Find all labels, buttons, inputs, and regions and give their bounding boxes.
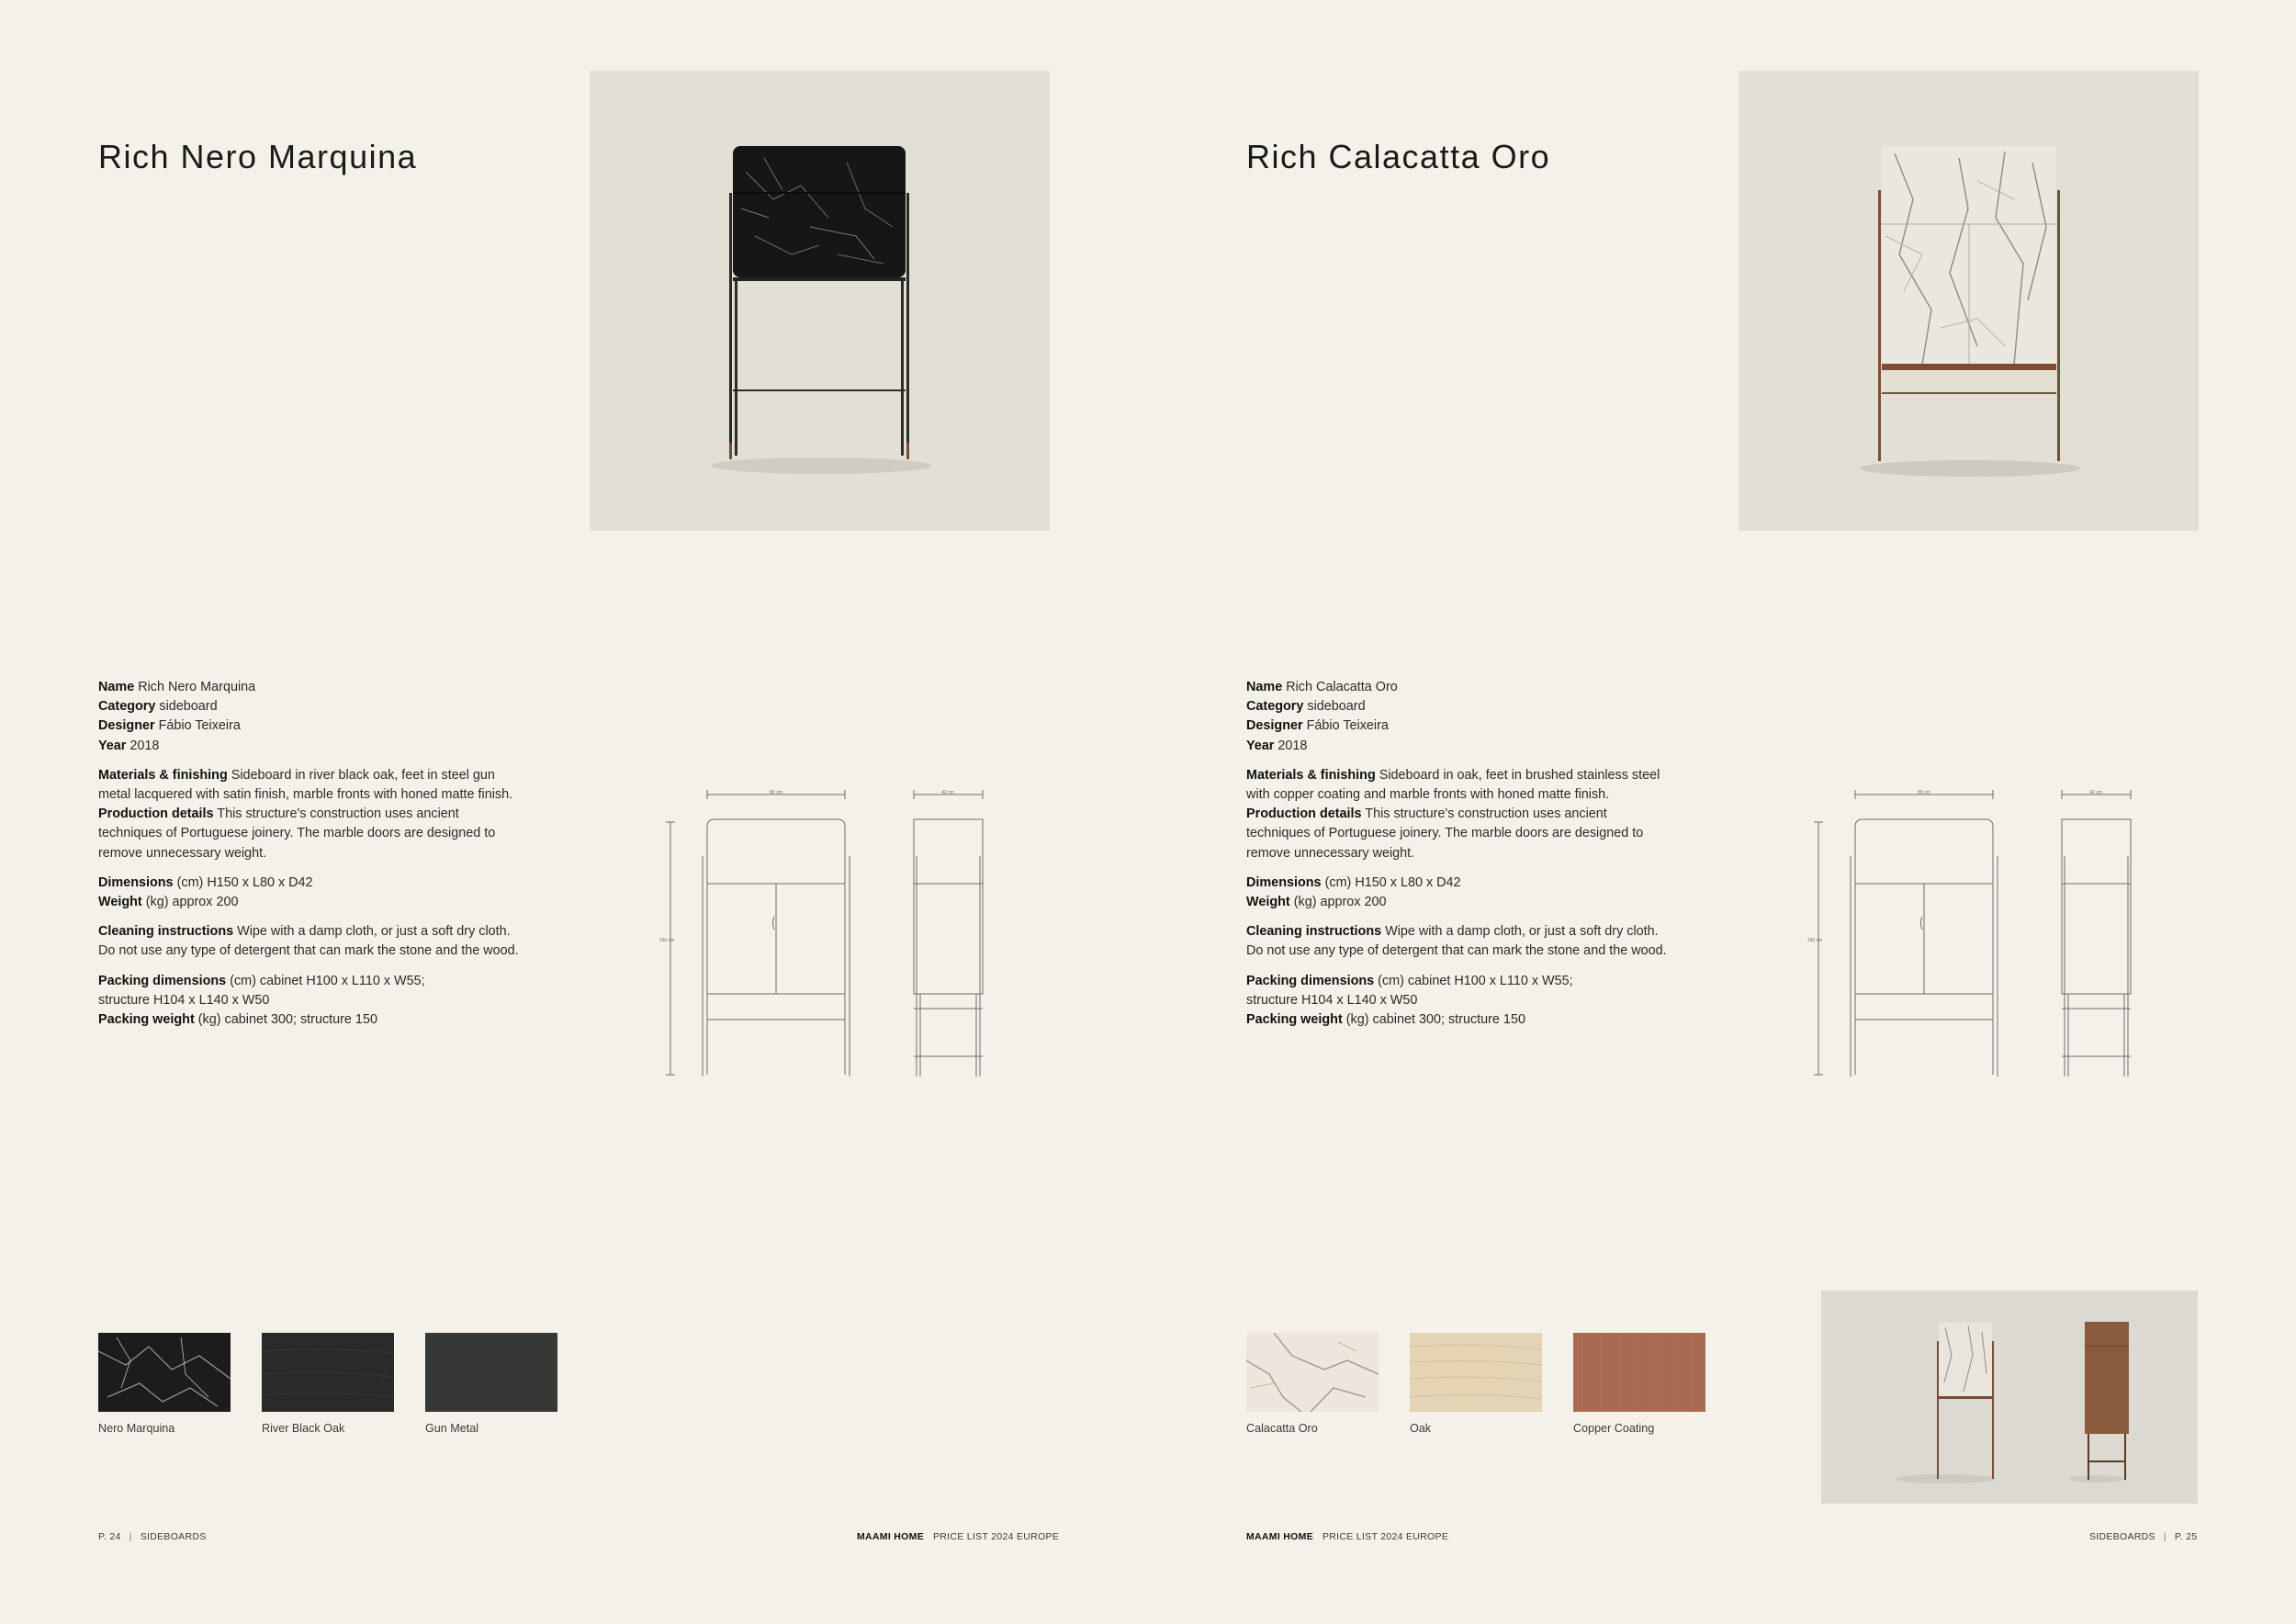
spec-label: Dimensions bbox=[98, 874, 174, 890]
spec-weight: (kg) approx 200 bbox=[1293, 895, 1387, 910]
footer-left: P. 24 | SIDEBOARDS bbox=[98, 1531, 207, 1542]
dimension-height: 150 cm bbox=[658, 938, 675, 943]
spec-label: Weight bbox=[1246, 895, 1290, 910]
product-title: Rich Calacatta Oro bbox=[1246, 138, 1551, 175]
product-photo-nero-marquina bbox=[590, 71, 1050, 531]
spec-packing-dimensions-2: structure H104 x L140 x W50 bbox=[98, 992, 270, 1008]
spec-packing-weight: (kg) cabinet 300; structure 150 bbox=[197, 1012, 377, 1028]
spec-production: This structure's construction uses ancient techniques of Portuguese joinery. The marble doors are designed to remove unnecessary weight. bbox=[98, 806, 496, 861]
spec-name: Rich Nero Marquina bbox=[138, 680, 256, 694]
technical-drawing-svg bbox=[1800, 781, 2167, 1084]
specifications bbox=[1246, 678, 1669, 1040]
spec-designer: Fábio Teixeira bbox=[158, 718, 241, 734]
spec-label: Packing dimensions bbox=[1246, 973, 1375, 988]
footer-center-left bbox=[857, 1531, 1059, 1542]
spec-cleaning: Wipe with a damp cloth, or just a soft dry cloth. Do not use any type of detergent that can mark the stone and the wood. bbox=[98, 924, 519, 959]
section-name: SIDEBOARDS bbox=[140, 1531, 207, 1542]
spec-label: Cleaning instructions bbox=[1246, 924, 1382, 940]
technical-drawing bbox=[652, 781, 1019, 1084]
swatch-label: Gun Metal bbox=[425, 1422, 479, 1435]
spec-label: Year bbox=[1246, 738, 1275, 753]
spec-label: Cleaning instructions bbox=[98, 924, 234, 940]
spec-label: Category bbox=[1246, 699, 1304, 715]
river-black-oak-texture bbox=[262, 1333, 394, 1412]
sideboard-white-marble-image bbox=[1739, 71, 2199, 531]
spec-label: Year bbox=[98, 738, 127, 753]
spec-production: This structure's construction uses ancient techniques of Portuguese joinery. The marble doors are designed to remove unnecessary weight. bbox=[1246, 806, 1644, 861]
product-title: Rich Nero Marquina bbox=[98, 138, 418, 175]
swatch-nero-marquina bbox=[98, 1333, 231, 1412]
spec-label: Materials & finishing bbox=[98, 767, 228, 783]
spec-label: Packing weight bbox=[1246, 1012, 1343, 1028]
spec-cleaning: Wipe with a damp cloth, or just a soft dry cloth. Do not use any type of detergent that can mark the stone and the wood. bbox=[1246, 924, 1667, 959]
spec-dimensions: (cm) H150 x L80 x D42 bbox=[176, 874, 313, 890]
gun-metal-texture bbox=[425, 1333, 557, 1412]
spec-label: Production details bbox=[98, 806, 214, 822]
section-name: SIDEBOARDS bbox=[2089, 1531, 2155, 1542]
brand-name: MAAMI HOME bbox=[857, 1531, 924, 1542]
brand-name: MAAMI HOME bbox=[1246, 1531, 1313, 1542]
dimension-height: 150 cm bbox=[1806, 938, 1823, 943]
dimension-width: 80 cm bbox=[770, 790, 782, 795]
page-number: P. 25 bbox=[2174, 1531, 2198, 1542]
sideboards-pair-image bbox=[1821, 1291, 2198, 1504]
spec-label: Name bbox=[98, 680, 135, 694]
spec-category: sideboard bbox=[1307, 699, 1366, 715]
spec-label: Weight bbox=[98, 895, 142, 910]
spec-designer: Fábio Teixeira bbox=[1306, 718, 1389, 734]
spec-label: Materials & finishing bbox=[1246, 767, 1376, 783]
spec-label: Category bbox=[98, 699, 156, 715]
spec-packing-dimensions: (cm) cabinet H100 x L110 x W55; bbox=[1378, 973, 1573, 988]
spec-year: 2018 bbox=[1277, 738, 1308, 753]
product-photo-calacatta-oro bbox=[1739, 71, 2199, 531]
swatch-label: Nero Marquina bbox=[98, 1422, 175, 1435]
technical-drawing bbox=[1800, 781, 2167, 1084]
dimension-width: 80 cm bbox=[1918, 790, 1930, 795]
price-list-label: PRICE LIST 2024 EUROPE bbox=[933, 1531, 1060, 1542]
oak-texture bbox=[1410, 1333, 1542, 1412]
sideboard-black-marble-image bbox=[590, 71, 1050, 531]
footer-center-right bbox=[1246, 1531, 1448, 1542]
spec-label: Packing dimensions bbox=[98, 973, 227, 988]
spec-materials: Sideboard in river black oak, feet in steel gun metal lacquered with satin finish, marble fronts with honed matte finish. bbox=[98, 767, 513, 803]
swatch-oak bbox=[1410, 1333, 1542, 1412]
technical-drawing-svg bbox=[652, 781, 1019, 1084]
spec-label: Dimensions bbox=[1246, 874, 1322, 890]
spec-dimensions: (cm) H150 x L80 x D42 bbox=[1324, 874, 1461, 890]
dimension-depth: 42 cm bbox=[941, 790, 954, 795]
swatch-copper-coating bbox=[1573, 1333, 1705, 1412]
swatch-label: Oak bbox=[1410, 1422, 1432, 1435]
swatch-gun-metal bbox=[425, 1333, 557, 1412]
spec-year: 2018 bbox=[129, 738, 160, 753]
spec-packing-dimensions-2: structure H104 x L140 x W50 bbox=[1246, 992, 1418, 1008]
nero-marquina-texture bbox=[98, 1333, 231, 1412]
page-number: P. 24 bbox=[98, 1531, 121, 1542]
swatch-river-black-oak bbox=[262, 1333, 394, 1412]
spec-weight: (kg) approx 200 bbox=[145, 895, 239, 910]
swatch-label: Calacatta Oro bbox=[1246, 1422, 1318, 1435]
swatch-calacatta-oro bbox=[1246, 1333, 1379, 1412]
spec-label: Packing weight bbox=[98, 1012, 195, 1028]
price-list-label: PRICE LIST 2024 EUROPE bbox=[1322, 1531, 1449, 1542]
spec-label: Designer bbox=[1246, 718, 1303, 734]
spec-category: sideboard bbox=[159, 699, 218, 715]
copper-coating-texture bbox=[1573, 1333, 1705, 1412]
footer-right: SIDEBOARDS | P. 25 bbox=[2089, 1531, 2198, 1542]
spec-label: Name bbox=[1246, 680, 1283, 694]
right-page bbox=[1148, 0, 2296, 1624]
dimension-depth: 42 cm bbox=[2089, 790, 2102, 795]
spec-packing-dimensions: (cm) cabinet H100 x L110 x W55; bbox=[230, 973, 425, 988]
spec-packing-weight: (kg) cabinet 300; structure 150 bbox=[1345, 1012, 1525, 1028]
calacatta-oro-texture bbox=[1246, 1333, 1379, 1412]
swatch-label: River Black Oak bbox=[262, 1422, 345, 1435]
spec-name: Rich Calacatta Oro bbox=[1286, 680, 1398, 694]
swatch-label: Copper Coating bbox=[1573, 1422, 1655, 1435]
spec-label: Designer bbox=[98, 718, 155, 734]
lifestyle-photo bbox=[1821, 1291, 2198, 1504]
spec-label: Production details bbox=[1246, 806, 1362, 822]
spec-materials: Sideboard in oak, feet in brushed stainless steel with copper coating and marble fronts with honed matte finish. bbox=[1246, 767, 1660, 803]
specifications bbox=[98, 678, 521, 1040]
